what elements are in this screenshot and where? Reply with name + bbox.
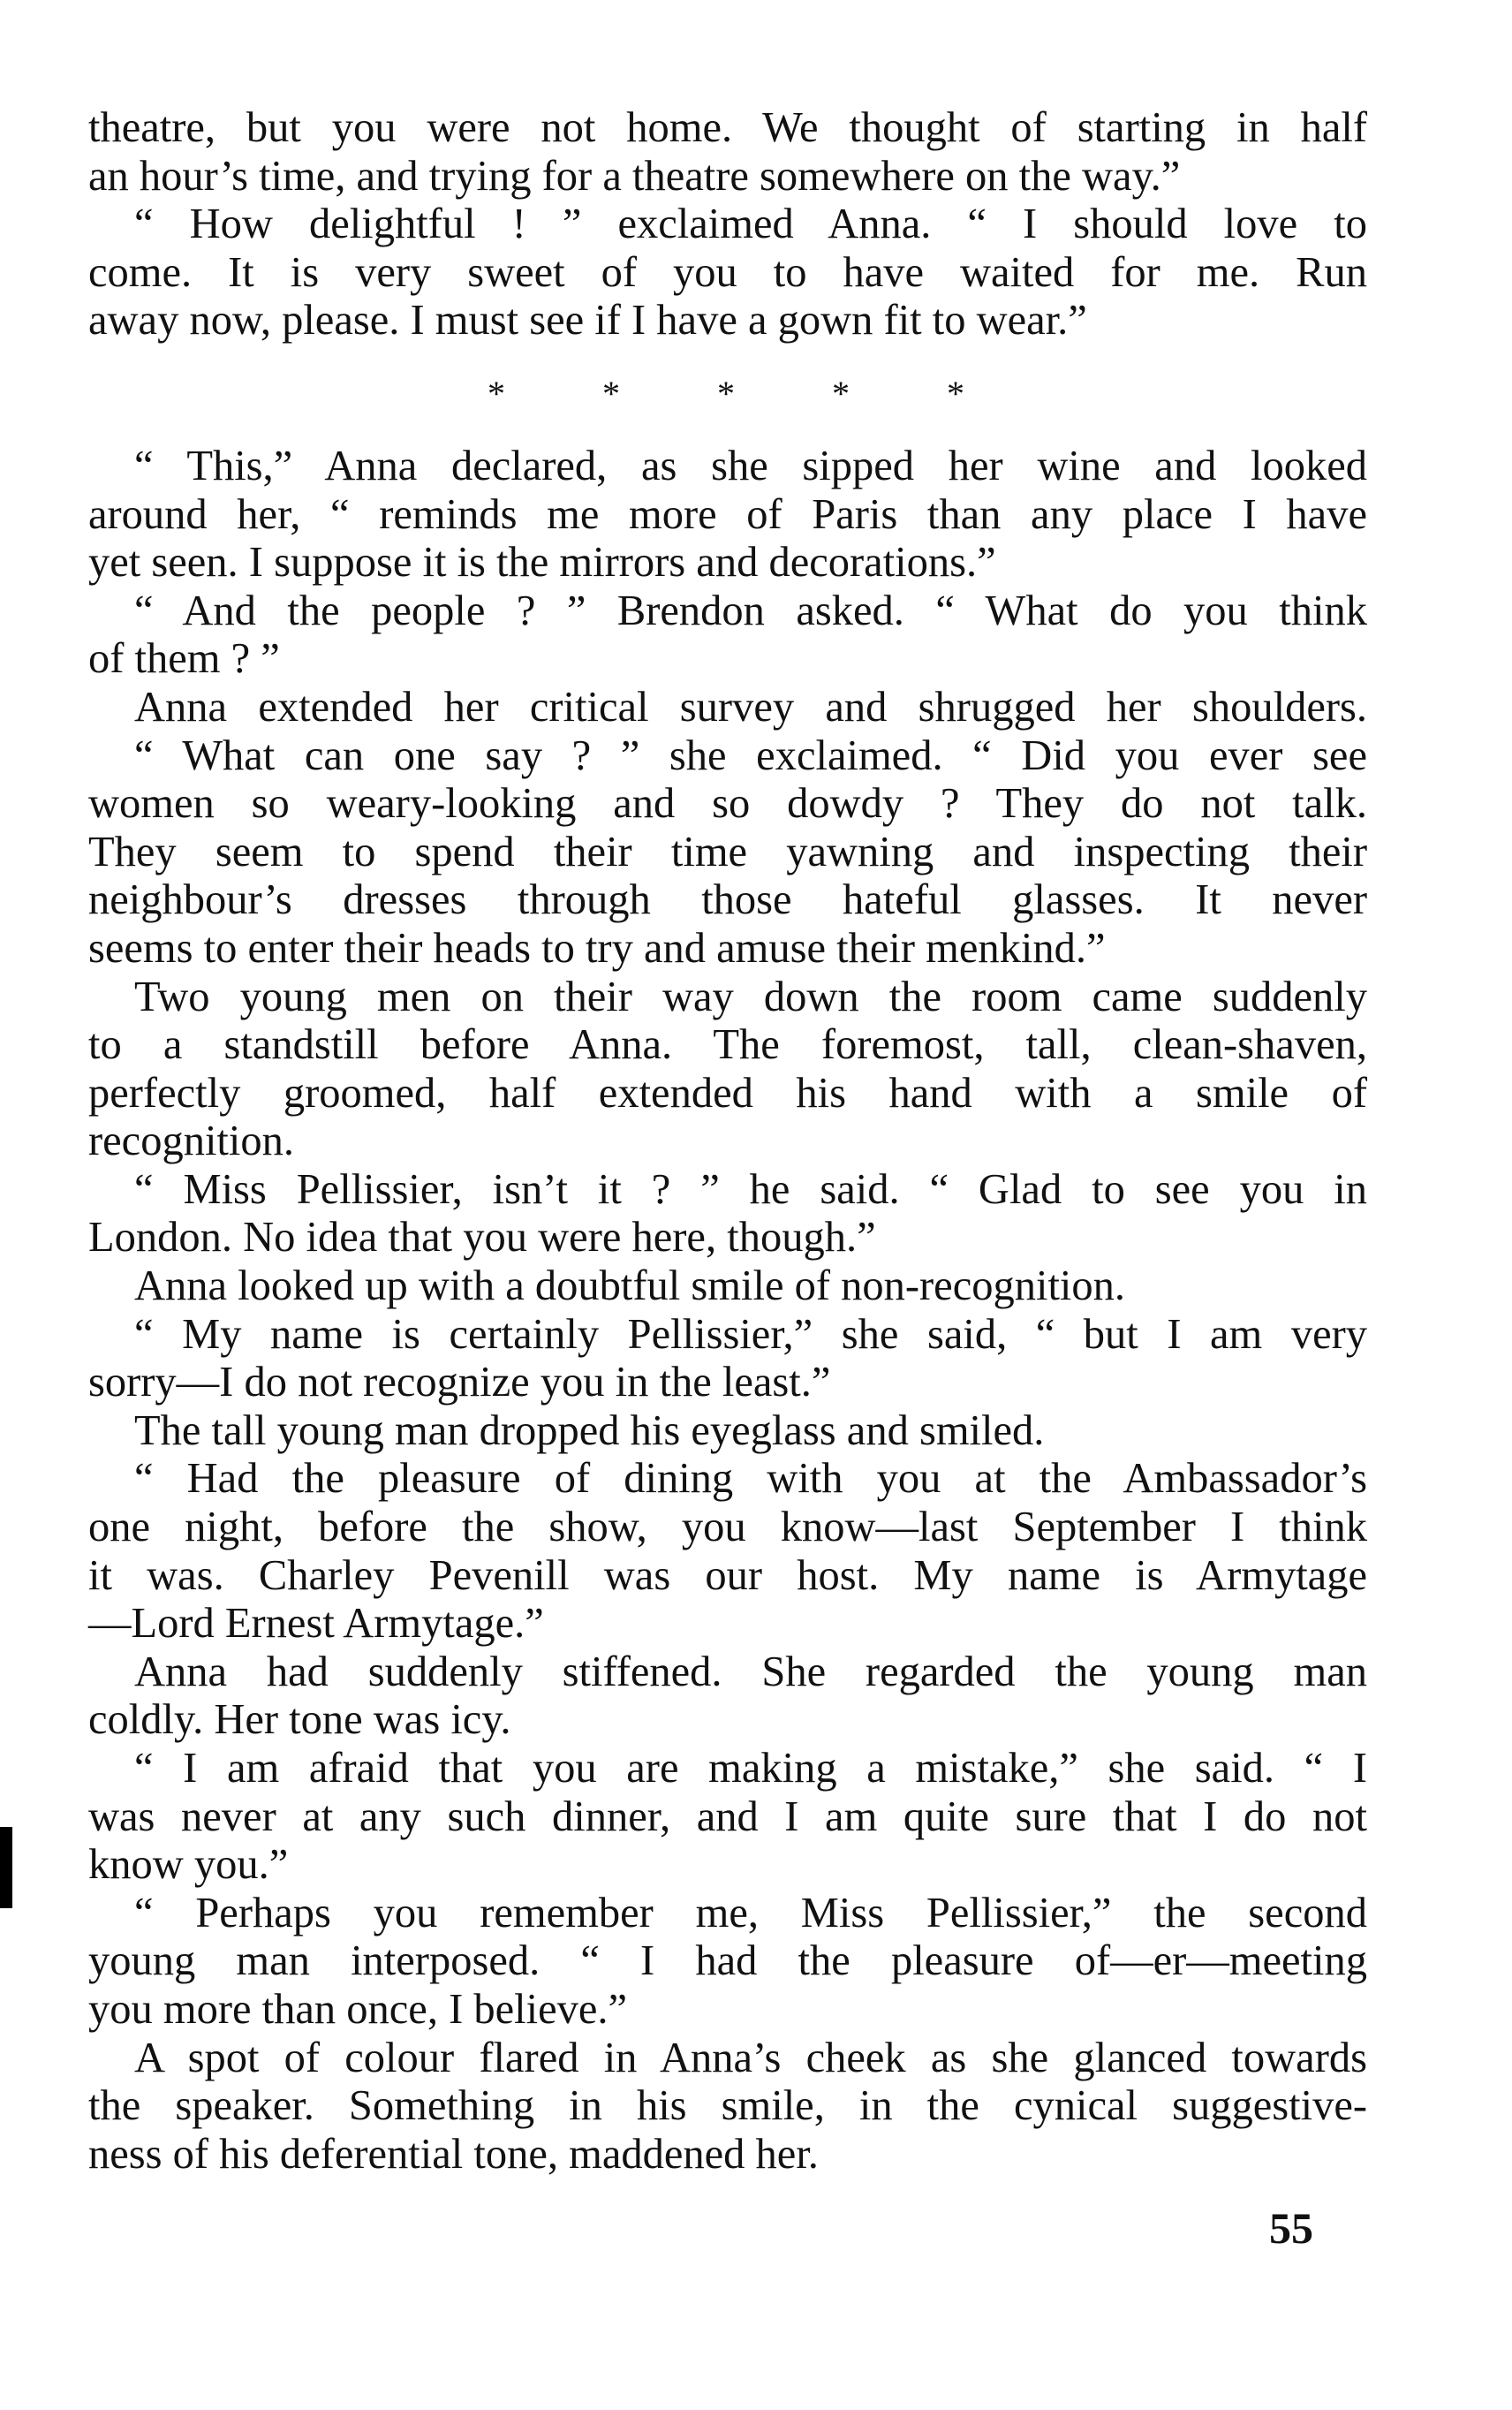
text-line: ness of his deferential tone, maddened her.	[88, 2130, 819, 2178]
asterisk: *	[832, 374, 850, 414]
text-line: of them ? ”	[88, 635, 280, 683]
text-line: A spot of colour flared in Anna’s cheek as she glanced towards	[134, 2034, 1367, 2081]
text-line: London. No idea that you were here, though.”	[88, 1214, 876, 1262]
asterisk: *	[602, 374, 620, 414]
text-line: “ Perhaps you remember me, Miss Pellissier,” the second	[134, 1889, 1367, 1936]
text-line: “ Had the pleasure of dining with you at the Ambassador’s	[134, 1455, 1367, 1503]
text-line: sorry—I do not recognize you in the least.”	[88, 1359, 831, 1406]
text-line: away now, please. I must see if I have a gown fit to wear.”	[88, 297, 1087, 345]
text-line: was never at any such dinner, and I am quite sure that I do not	[88, 1792, 1367, 1840]
text-line: neighbour’s dresses through those hateful glasses. It never	[88, 876, 1367, 924]
text-line: “ And the people ? ” Brendon asked. “ What do you think	[134, 587, 1367, 634]
text-line: Anna had suddenly stiffened. She regarded the young man	[134, 1648, 1367, 1695]
text-line: you more than once, I believe.”	[88, 1985, 628, 2033]
text-line: “ I am afraid that you are making a mistake,” she said. “ I	[134, 1745, 1367, 1792]
text-line: The tall young man dropped his eyeglass and smiled.	[134, 1406, 1045, 1454]
text-line: —Lord Ernest Armytage.”	[88, 1600, 544, 1648]
text-line: the speaker. Something in his smile, in the cynical suggestive-	[88, 2082, 1367, 2130]
section-break	[488, 345, 964, 443]
text-line: around her, “ reminds me more of Paris than any place I have	[88, 490, 1367, 538]
text-line: seems to enter their heads to try and amuse their menkind.”	[88, 924, 1106, 972]
text-line: “ How delightful ! ” exclaimed Anna. “ I should love to	[134, 201, 1367, 248]
text-block-after-break	[88, 443, 1367, 2179]
text-line: Two young men on their way down the room came suddenly	[134, 973, 1367, 1020]
text-line: recognition.	[88, 1118, 295, 1165]
text-line: coldly. Her tone was icy.	[88, 1696, 511, 1744]
text-line: know you.”	[88, 1841, 289, 1889]
asterisk: *	[717, 374, 735, 414]
asterisk: *	[947, 374, 964, 414]
text-line: “ This,” Anna declared, as she sipped her wine and looked	[134, 442, 1367, 489]
text-line: “ What can one say ? ” she exclaimed. “ Did you ever see	[134, 731, 1367, 779]
asterisk: *	[488, 374, 505, 414]
text-line: one night, before the show, you know—last September I think	[88, 1504, 1367, 1551]
page-body	[88, 104, 1367, 2179]
text-line: to a standstill before Anna. The foremost, tall, clean-shaven,	[88, 1021, 1367, 1069]
text-line: an hour’s time, and trying for a theatre somewhere on the way.”	[88, 152, 1181, 200]
page-number: 55	[1269, 2203, 1313, 2253]
text-line: “ Miss Pellissier, isn’t it ? ” he said. “ Glad to see you in	[134, 1165, 1367, 1213]
text-line: perfectly groomed, half extended his hand with a smile of	[88, 1069, 1367, 1117]
text-line: Anna looked up with a doubtful smile of non-recognition.	[134, 1262, 1126, 1310]
text-line: They seem to spend their time yawning and inspecting their	[88, 828, 1367, 875]
text-line: “ My name is certainly Pellissier,” she said, “ but I am very	[134, 1310, 1367, 1358]
text-line: young man interposed. “ I had the pleasure of—er—meeting	[88, 1937, 1367, 1985]
margin-mark	[0, 1827, 12, 1908]
text-line: yet seen. I suppose it is the mirrors and decorations.”	[88, 539, 996, 587]
text-line: women so weary-looking and so dowdy ? They do not talk.	[88, 780, 1367, 828]
text-line: come. It is very sweet of you to have waited for me. Run	[88, 248, 1367, 296]
text-line: theatre, but you were not home. We thought of starting in half	[88, 104, 1367, 151]
text-block-before-break	[88, 104, 1367, 345]
text-line: it was. Charley Pevenill was our host. My name is Armytage	[88, 1551, 1367, 1599]
text-line: Anna extended her critical survey and shrugged her shoulders.	[134, 683, 1367, 731]
